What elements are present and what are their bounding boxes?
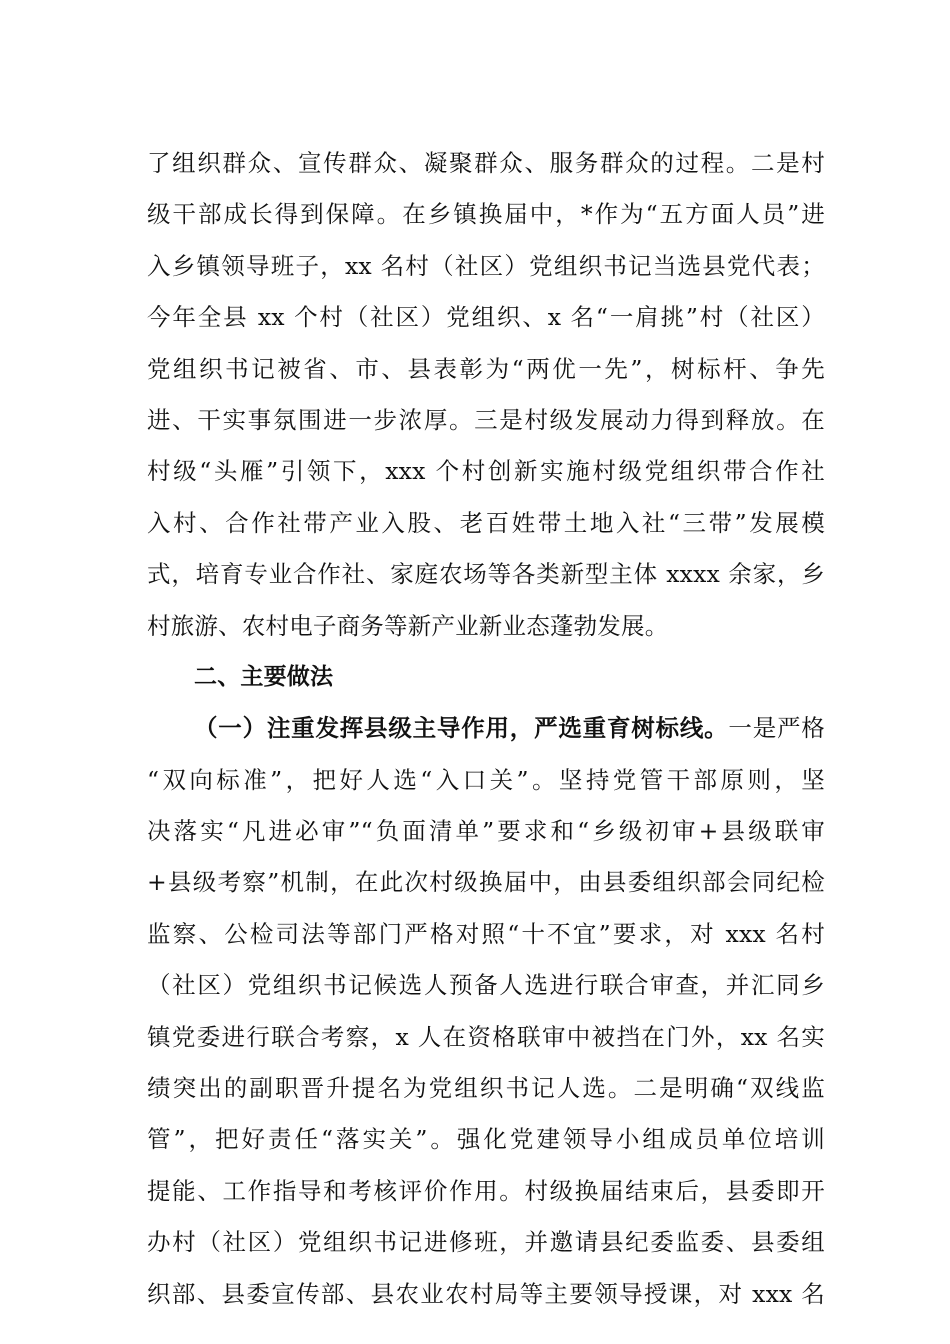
text-line: “双向标准”，把好人选“入口关”。坚持党管干部原则，坚 [147, 765, 825, 794]
text-line: 进、干实事氛围进一步浓厚。三是村级发展动力得到释放。在 [147, 405, 825, 434]
text-line: 党组织书记被省、市、县表彰为“两优一先”，树标杆、争先 [147, 354, 825, 383]
text-line: 村旅游、农村电子商务等新产业新业态蓬勃发展。 [147, 611, 669, 640]
document-body [147, 138, 825, 1320]
text-line: 提能、工作指导和考核评价作用。村级换届结束后，县委即开 [147, 1176, 825, 1205]
paragraph-2 [147, 703, 825, 1320]
text-line: （社区）党组织书记候选人预备人选进行联合审查，并汇同乡 [147, 971, 825, 1000]
text-line: 织部、县委宣传部、县农业农村局等主要领导授课，对 xxx 名 [147, 1279, 825, 1308]
text-line: 入乡镇领导班子，xx 名村（社区）党组织书记当选县党代表； [147, 251, 825, 280]
text-line: 监察、公检司法等部门严格对照“十不宜”要求，对 xxx 名村 [147, 919, 825, 948]
text-line: 级干部成长得到保障。在乡镇换届中，*作为“五方面人员”进 [147, 200, 825, 229]
text-line: 式，培育专业合作社、家庭农场等各类新型主体 xxxx 余家，乡 [147, 560, 825, 589]
text-line: 今年全县 xx 个村（社区）党组织、x 名“一肩挑”村（社区） [147, 303, 825, 332]
text-line: +县级考察”机制，在此次村级换届中，由县委组织部会同纪检 [147, 868, 825, 897]
text-line: 办村（社区）党组织书记进修班，并邀请县纪委监委、县委组 [147, 1228, 825, 1257]
text-line: 绩突出的副职晋升提名为党组织书记人选。二是明确“双线监 [147, 1074, 825, 1103]
subsection-heading: （一）注重发挥县级主导作用，严选重育树标线。 [194, 714, 729, 743]
text-line: 入村、合作社带产业入股、老百姓带土地入社“三带”发展模 [147, 508, 825, 537]
subsection-first-line [147, 703, 825, 754]
paragraph-1 [147, 138, 825, 652]
text-run: 一是严格 [728, 714, 825, 743]
text-line: 了组织群众、宣传群众、凝聚群众、服务群众的过程。二是村 [147, 149, 825, 177]
text-line: 决落实“凡进必审”“负面清单”要求和“乡级初审+县级联审 [147, 817, 825, 846]
text-line: 镇党委进行联合考察，x 人在资格联审中被挡在门外，xx 名实 [147, 1022, 825, 1051]
section-heading: 二、主要做法 [194, 663, 334, 690]
text-line: 村级“头雁”引领下，xxx 个村创新实施村级党组织带合作社 [147, 457, 825, 486]
text-line: 管”，把好责任“落实关”。强化党建领导小组成员单位培训 [147, 1125, 825, 1154]
